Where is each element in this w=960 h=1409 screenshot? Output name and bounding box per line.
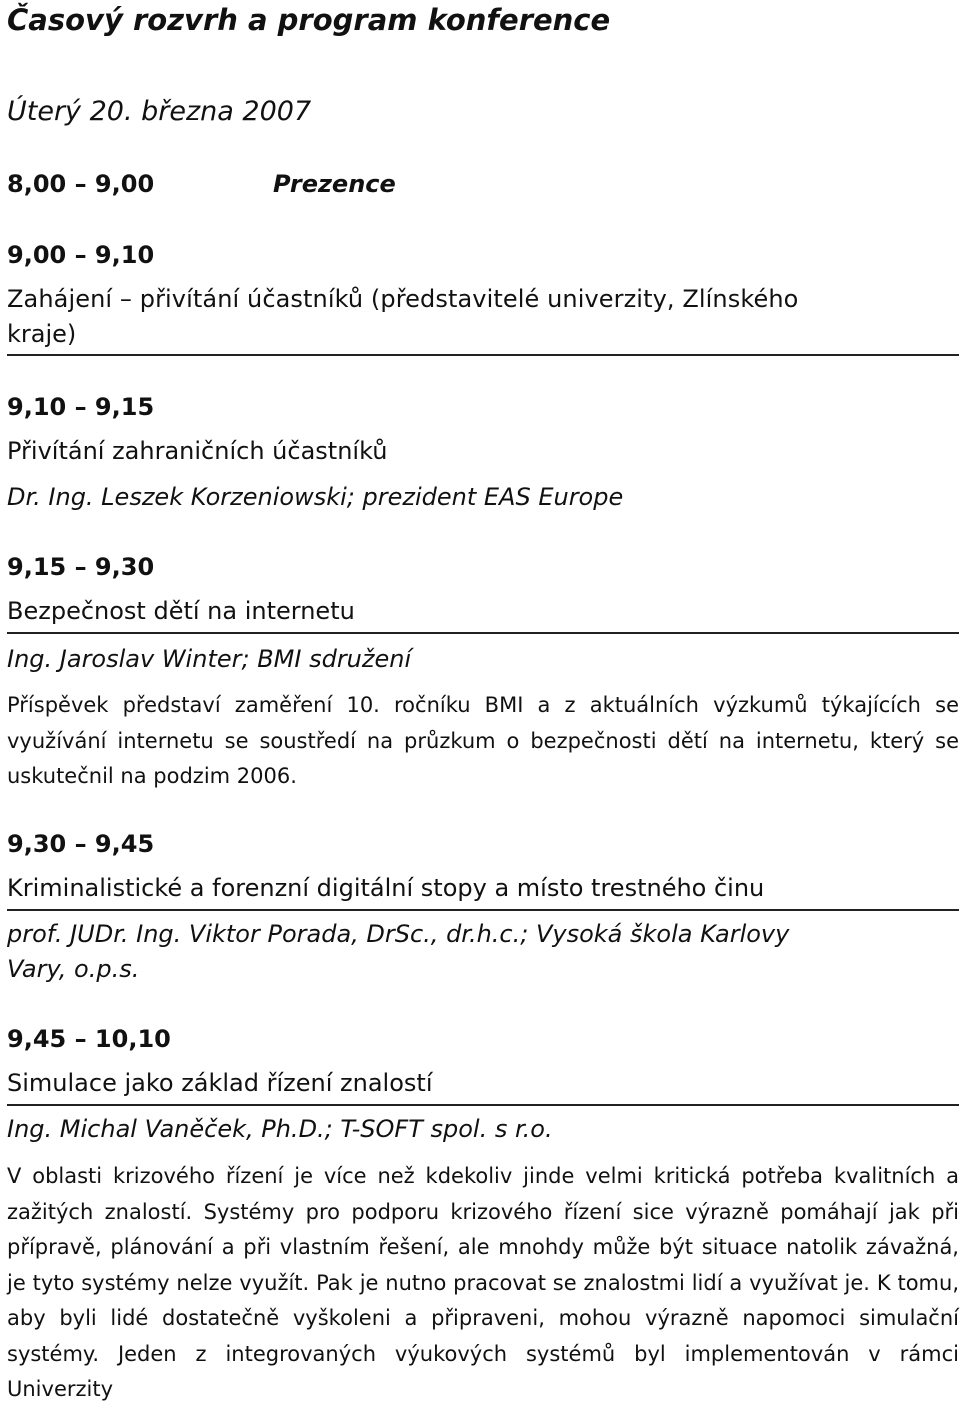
session-heading: Bezpečnost dětí na internetu [7,597,355,625]
session-heading: Přivítání zahraničních účastníků [7,437,388,465]
divider [7,909,959,911]
divider [7,1104,959,1106]
session-time: 9,45 – 10,10 [7,1025,171,1053]
divider [7,354,959,356]
session-abstract: Příspěvek představí zaměření 10. ročníku BMI a z aktuálních výzkumů týkajících se využívání internetu se soustředí na průzkum o bezpečnosti dětí na internetu, který se uskutečnil na podzim 2006. [7,693,959,788]
session-speaker: Ing. Michal Vaněček, Ph.D.; T-SOFT spol. s r.o. [7,1115,553,1143]
session-heading-cont: kraje) [7,320,77,348]
divider [7,632,959,634]
session-heading: Zahájení – přivítání účastníků (představitelé univerzity, Zlínského [7,285,799,313]
session-heading: Kriminalistické a forenzní digitální stopy a místo trestného činu [7,874,765,902]
session-label: Prezence [273,170,396,198]
session-time: 8,00 – 9,00 [7,170,155,198]
session-speaker: prof. JUDr. Ing. Viktor Porada, DrSc., dr.h.c.; Vysoká škola Karlovy [7,920,790,948]
session-speaker-cont: Vary, o.p.s. [7,955,140,983]
page-title: Časový rozvrh a program konference [7,3,611,37]
session-abstract: V oblasti krizového řízení je více než kdekoliv jinde velmi kritická potřeba kvalitních a zažitých znalostí. Systémy pro podporu krizového řízení sice výrazně pomáhají jak při přípravě, plánování a při vlastním řešení, ale mnohdy může být situace natolik závažná, je tyto systémy nelze využít. Pak je nutno pracovat se znalostmi lidí a využívat je. K tomu, aby byli lidé dostatečně vyškoleni a připraveni, mohou výrazně napomoci simulační systémy. Jeden z integrovaných výukových systémů byl implementován v rámci Univerzity [7,1164,959,1401]
session-time: 9,30 – 9,45 [7,830,155,858]
session-time: 9,10 – 9,15 [7,393,155,421]
session-speaker: Dr. Ing. Leszek Korzeniowski; prezident EAS Europe [7,483,624,511]
session-time: 9,15 – 9,30 [7,553,155,581]
session-speaker: Ing. Jaroslav Winter; BMI sdružení [7,645,412,673]
session-time: 9,00 – 9,10 [7,241,155,269]
session-heading: Simulace jako základ řízení znalostí [7,1069,433,1097]
conference-date: Úterý 20. března 2007 [7,96,312,127]
